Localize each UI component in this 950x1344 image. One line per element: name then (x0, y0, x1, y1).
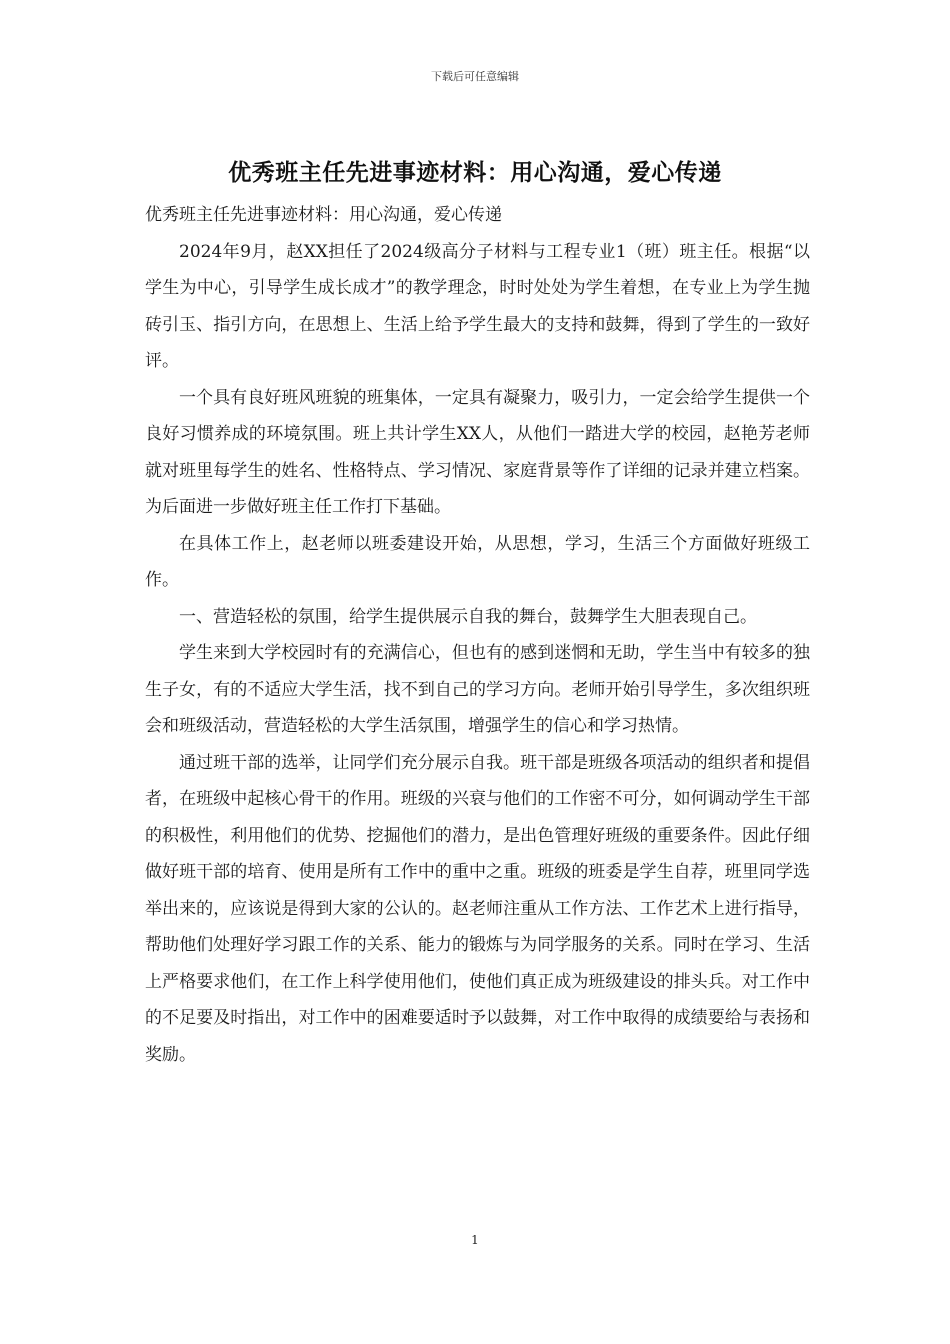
paragraph-4: 学生来到大学校园时有的充满信心，但也有的感到迷惘和无助，学生当中有较多的独生子女，有的不适应大学生活，找不到自己的学习方向。老师开始引导学生，多次组织班会和班级活动，营造轻松的大学生活氛围，增强学生的信心和学习热情。 (145, 643, 810, 736)
paragraph-5: 通过班干部的选举，让同学们充分展示自我。班干部是班级各项活动的组织者和提倡者，在班级中起核心骨干的作用。班级的兴衰与他们的工作密不可分，如何调动学生干部的积极性，利用他们的优势、挖掘他们的潜力，是出色管理好班级的重要条件。因此仔细做好班干部的培育、使用是所有工作中的重中之重。班级的班委是学生自荐，班里同学选举出来的，应该说是得到大家的公认的。赵老师注重从工作方法、工作艺术上进行指导，帮助他们处理好学习跟工作的关系、能力的锻炼与为同学服务的关系。同时在学习、生活上严格要求他们，在工作上科学使用他们，使他们真正成为班级建设的排头兵。对工作中的不足要及时指出，对工作中的困难要适时予以鼓舞，对工作中取得的成绩要给与表扬和奖励。 (145, 752, 810, 1065)
document-title: 优秀班主任先进事迹材料：用心沟通，爱心传递 (228, 160, 722, 186)
paragraph-2: 一个具有良好班风班貌的班集体，一定具有凝聚力，吸引力，一定会给学生提供一个良好习惯养成的环境氛围。班上共计学生XX人，从他们一踏进大学的校园，赵艳芳老师就对班里每学生的姓名、性格特点、学习情况、家庭背景等作了详细的记录并建立档案。为后面进一步做好班主任工作打下基础。 (145, 387, 810, 517)
section-heading-1: 一、营造轻松的氛围，给学生提供展示自我的舞台，鼓舞学生大胆表现自己。 (179, 606, 757, 627)
paragraph-1: 2024年9月，赵XX担任了2024级高分子材料与工程专业1（班）班主任。根据“以学生为中心，引导学生成长成才”的教学理念，时时处处为学生着想，在专业上为学生抛砖引玉、指引方向，在思想上、生活上给予学生最大的支持和鼓舞，得到了学生的一致好评。 (145, 241, 810, 371)
document-body (145, 197, 810, 1073)
paragraph-3: 在具体工作上，赵老师以班委建设开始，从思想，学习，生活三个方面做好班级工作。 (145, 533, 810, 590)
subtitle-line: 优秀班主任先进事迹材料：用心沟通，爱心传递 (145, 205, 502, 225)
page-header-note: 下载后可任意编辑 (431, 70, 519, 83)
page-number: 1 (471, 1233, 479, 1247)
